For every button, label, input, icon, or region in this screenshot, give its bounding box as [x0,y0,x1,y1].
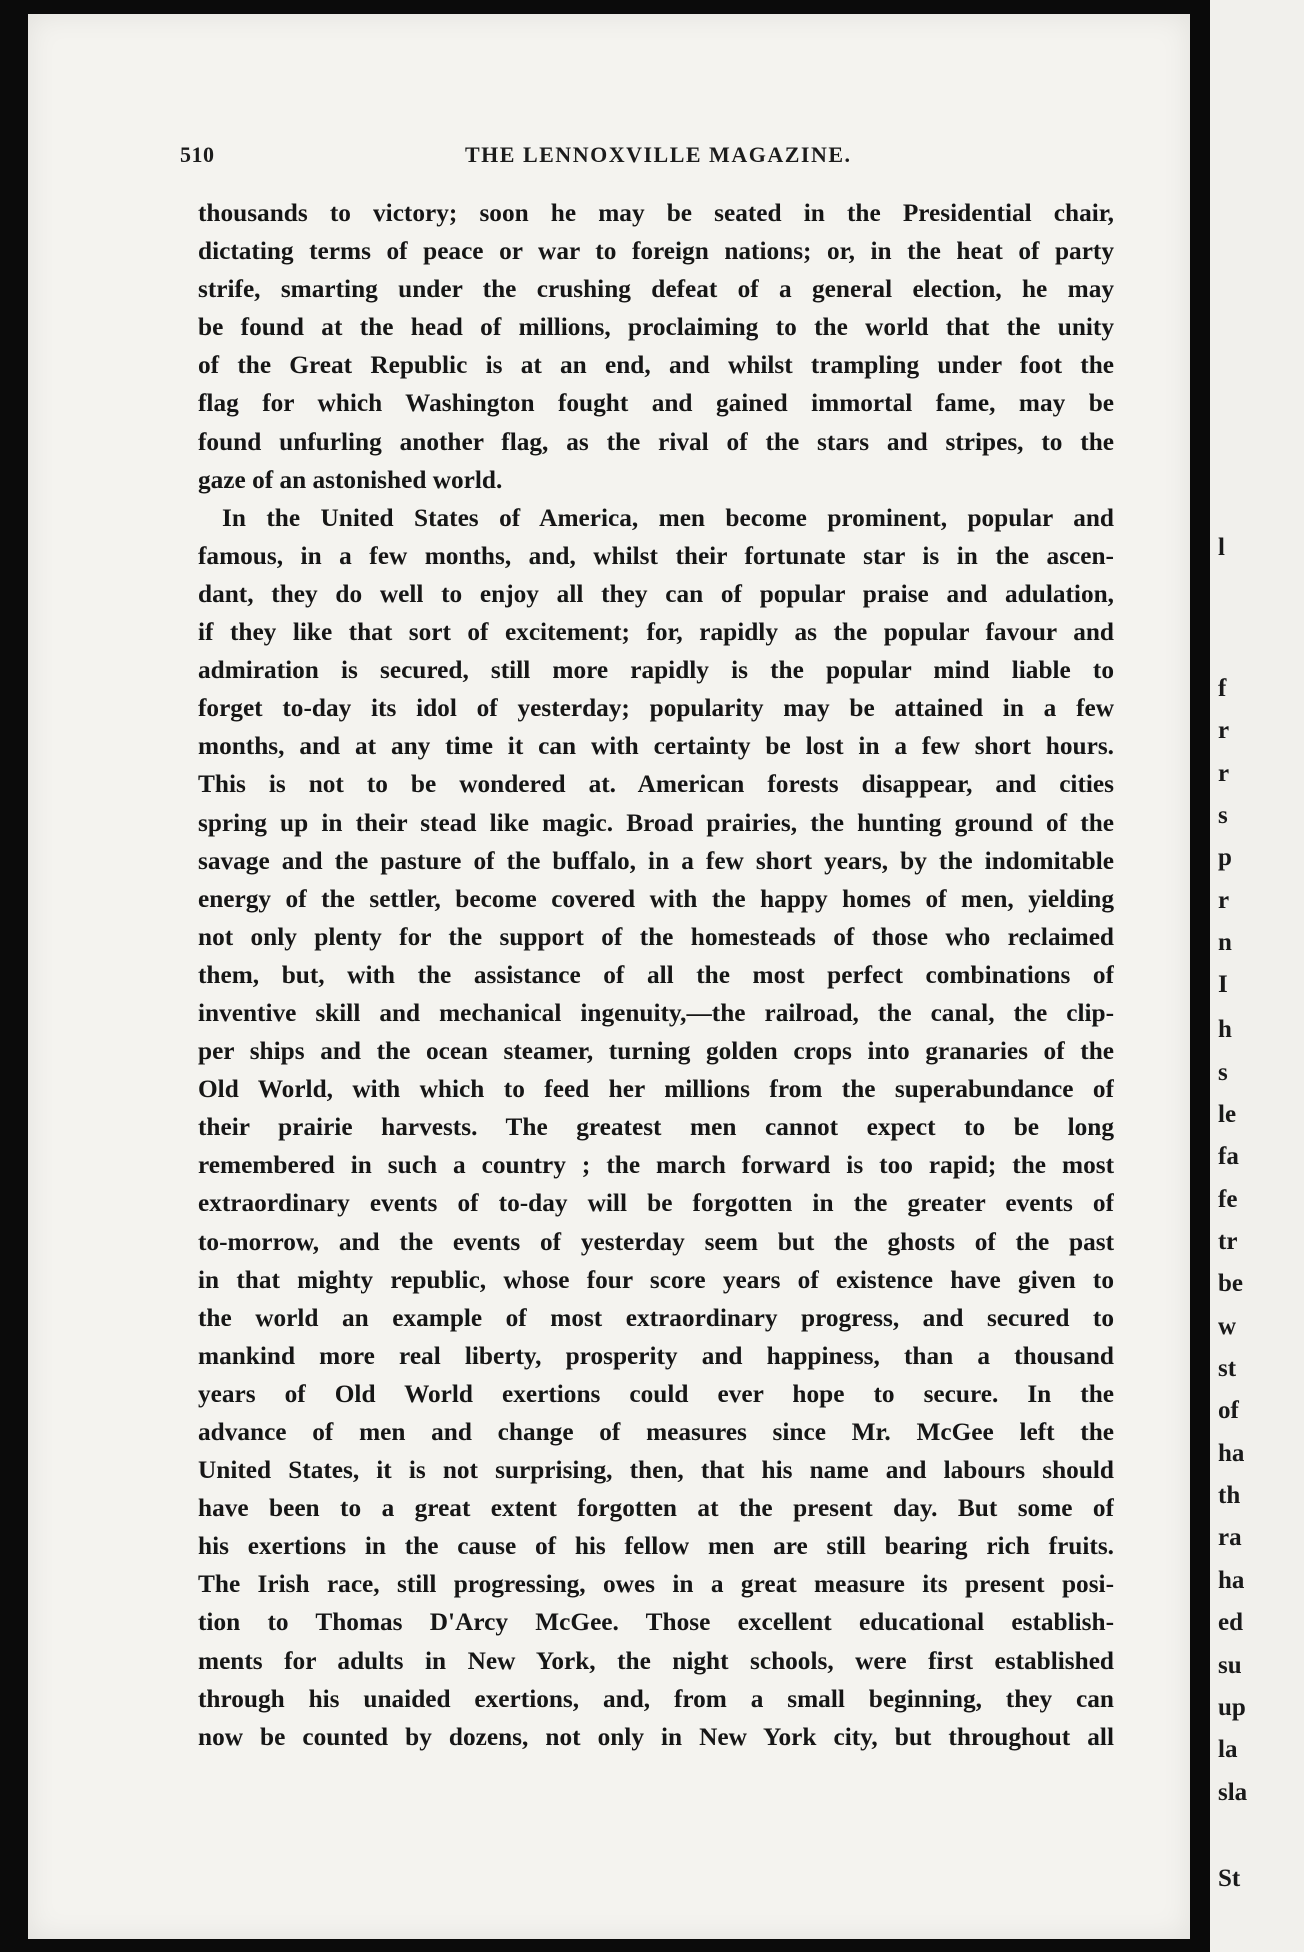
facing-page-fragment: sla [1218,1778,1248,1806]
text-line: to-morrow, and the events of yesterday seem but the ghosts of the past [198,1227,1114,1256]
text-line: found unfurling another flag, as the rival of the stars and stripes, to the [198,427,1114,456]
facing-page-fragment: fa [1218,1143,1239,1171]
text-line: admiration is secured, still more rapidly is the popular mind liable to [198,656,1114,685]
text-line: their prairie harvests. The greatest men cannot expect to be long [198,1113,1114,1142]
text-line: remembered in such a country ; the march forward is too rapid; the most [198,1151,1114,1180]
facing-page-fragment: be [1218,1270,1243,1298]
text-line: thousands to victory; soon he may be seated in the Presidential chair, [198,199,1114,227]
text-line: forget to-day its idol of yesterday; popularity may be attained in a few [198,694,1114,723]
text-line: ments for adults in New York, the night schools, were first established [198,1646,1114,1675]
text-line: be found at the head of millions, proclaiming to the world that the unity [198,313,1114,342]
book-gutter [1190,0,1210,1952]
facing-page-fragment: w [1218,1312,1237,1340]
text-line: not only plenty for the support of the homesteads of those who reclaimed [198,922,1114,951]
text-line: mankind more real liberty, prosperity and happiness, than a thousand [198,1341,1114,1370]
running-head: THE LENNOXVILLE MAGAZINE. [465,142,852,167]
facing-page-fragment: s [1218,1058,1228,1086]
text-line: flag for which Washington fought and gained immortal fame, may be [198,389,1114,418]
text-line: through his unaided exertions, and, from a small beginning, they can [198,1684,1114,1713]
text-line: now be counted by dozens, not only in New York city, but throughout all [198,1722,1114,1751]
facing-page-fragment: ed [1218,1609,1243,1637]
facing-page-fragment: su [1218,1651,1242,1679]
text-line: In the United States of America, men become prominent, popular and [222,503,1114,532]
facing-page-edge [1210,0,1304,1952]
text-line: dictating terms of peace or war to foreign nations; or, in the heat of party [198,237,1114,266]
text-line: inventive skill and mechanical ingenuity,—the railroad, the canal, the clip- [198,998,1114,1027]
text-line: savage and the pasture of the buffalo, in a few short years, by the indomitable [198,846,1114,875]
text-line: months, and at any time it can with certainty be lost in a few short hours. [198,732,1114,761]
text-line: energy of the settler, become covered with the happy homes of men, yielding [198,884,1114,913]
facing-page-fragment: fe [1218,1185,1238,1213]
text-line: gaze of an astonished world. [198,465,503,494]
facing-page-fragment: St [1218,1864,1241,1892]
text-line: United States, it is not surprising, then, that his name and labours should [198,1456,1114,1485]
facing-page-fragment: r [1218,886,1230,914]
facing-page-fragment: ra [1218,1524,1242,1552]
facing-page-fragment: le [1218,1101,1237,1129]
facing-page-fragment: r [1218,759,1230,787]
text-line: of the Great Republic is at an end, and whilst trampling under foot the [198,351,1114,380]
facing-page-fragment: st [1218,1355,1237,1383]
body-text [198,194,1114,1756]
text-line: in that mighty republic, whose four score years of existence have given to [198,1265,1114,1294]
facing-page-fragment: l [1218,534,1225,562]
facing-page-fragment: s [1218,802,1228,830]
facing-page-fragment: ha [1218,1566,1245,1594]
facing-page-fragment: p [1218,844,1232,872]
facing-page-fragment: h [1218,1016,1232,1044]
facing-page-fragment: tr [1218,1228,1238,1256]
text-line: advance of men and change of measures since Mr. McGee left the [198,1418,1114,1446]
text-line: famous, in a few months, and, whilst their fortunate star is in the ascen- [198,541,1114,570]
page-number: 510 [180,142,215,167]
facing-page-fragment: of [1218,1397,1239,1425]
text-line: extraordinary events of to-day will be forgotten in the greater events of [198,1189,1114,1218]
text-line: them, but, with the assistance of all the most perfect combinations of [198,960,1114,989]
text-line: if they like that sort of excitement; for, rapidly as the popular favour and [198,618,1114,647]
facing-page-fragment: up [1218,1693,1246,1721]
text-line: The Irish race, still progressing, owes in a great measure its present posi- [198,1570,1114,1599]
text-line: spring up in their stead like magic. Broad prairies, the hunting ground of the [198,808,1114,837]
facing-page-fragment: r [1218,717,1230,745]
facing-page-fragment: th [1218,1482,1241,1510]
facing-page-fragment: n [1218,929,1232,957]
facing-page-fragment: I [1218,971,1228,999]
text-line: years of Old World exertions could ever hope to secure. In the [198,1379,1114,1408]
text-line: have been to a great extent forgotten at the present day. But some of [198,1494,1114,1523]
text-line: This is not to be wondered at. American forests disappear, and cities [198,770,1114,799]
text-line: strife, smarting under the crushing defeat of a general election, he may [198,275,1114,304]
text-line: his exertions in the cause of his fellow men are still bearing rich fruits. [198,1532,1114,1561]
text-line: Old World, with which to feed her millions from the superabundance of [198,1075,1114,1104]
facing-page-fragment: f [1218,675,1227,703]
text-line: the world an example of most extraordinary progress, and secured to [198,1303,1114,1332]
facing-page-fragment: la [1218,1736,1238,1764]
text-line: dant, they do well to enjoy all they can of popular praise and adulation, [198,579,1114,608]
text-line: tion to Thomas D'Arcy McGee. Those excellent educational establish- [198,1608,1114,1637]
text-line: per ships and the ocean steamer, turning golden crops into granaries of the [198,1037,1114,1066]
facing-page-fragment: ha [1218,1439,1245,1467]
page-header [180,142,1120,168]
